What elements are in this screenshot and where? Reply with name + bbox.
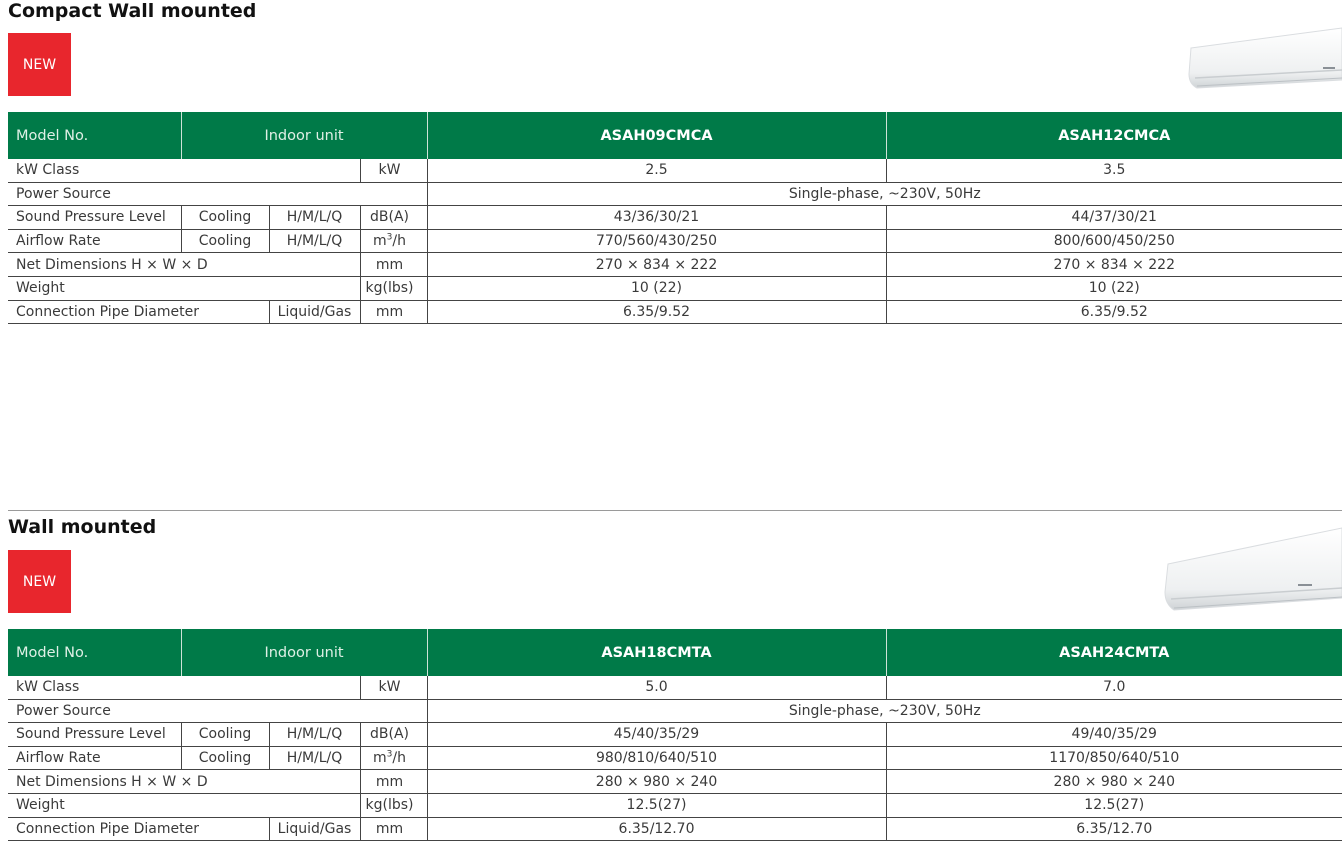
row-value: 280 × 980 × 240 — [886, 770, 1342, 794]
row-value: 3.5 — [886, 159, 1342, 182]
row-mode: Cooling — [181, 746, 269, 770]
table-header-row — [8, 629, 1342, 676]
row-value: 7.0 — [886, 676, 1342, 699]
row-unit: mm — [360, 770, 427, 794]
row-label: Net Dimensions H × W × D — [8, 253, 360, 277]
row-unit: mm — [360, 253, 427, 277]
table-row — [8, 746, 1342, 770]
row-label: Airflow Rate — [8, 746, 181, 770]
section-title: Compact Wall mounted — [8, 0, 257, 22]
row-value: 12.5(27) — [886, 793, 1342, 817]
row-value: 2.5 — [427, 159, 886, 182]
spec-table — [8, 629, 1342, 841]
table-row — [8, 253, 1342, 277]
model-no-label: Model No. — [8, 629, 181, 676]
row-value: 6.35/9.52 — [886, 300, 1342, 324]
row-value: 980/810/640/510 — [427, 746, 886, 770]
table-row — [8, 817, 1342, 841]
model-column-header: ASAH12CMCA — [886, 112, 1342, 159]
row-unit: dB(A) — [360, 723, 427, 747]
row-label: Net Dimensions H × W × D — [8, 770, 360, 794]
row-value: 770/560/430/250 — [427, 229, 886, 253]
table-row — [8, 699, 1342, 723]
model-column-header: ASAH18CMTA — [427, 629, 886, 676]
row-label: Connection Pipe Diameter — [8, 817, 269, 841]
unit-tail: /h — [392, 750, 406, 767]
row-label: Weight — [8, 793, 360, 817]
row-value: 5.0 — [427, 676, 886, 699]
table-row — [8, 300, 1342, 324]
row-mode: Cooling — [181, 723, 269, 747]
wall-ac-unit-icon — [1185, 14, 1342, 94]
row-unit: kW — [360, 676, 427, 699]
row-label: kW Class — [8, 159, 360, 182]
row-value: 43/36/30/21 — [427, 206, 886, 230]
unit-base: m — [373, 233, 387, 250]
row-value: 10 (22) — [427, 276, 886, 300]
row-label: Weight — [8, 276, 360, 300]
table-row — [8, 229, 1342, 253]
indoor-unit-label: Indoor unit — [181, 112, 427, 159]
row-value-merged: Single-phase, ~230V, 50Hz — [427, 699, 1342, 723]
row-pipe-type: Liquid/Gas — [269, 300, 360, 324]
row-label: Power Source — [8, 699, 427, 723]
unit-superscript: 3 — [386, 232, 393, 243]
table-row — [8, 723, 1342, 747]
indoor-unit-label: Indoor unit — [181, 629, 427, 676]
wall-ac-unit-icon — [1160, 524, 1342, 614]
row-speed: H/M/L/Q — [269, 723, 360, 747]
row-value: 12.5(27) — [427, 793, 886, 817]
row-label: Sound Pressure Level — [8, 723, 181, 747]
row-label: Sound Pressure Level — [8, 206, 181, 230]
unit-base: m — [373, 750, 387, 767]
row-mode: Cooling — [181, 206, 269, 230]
row-value: 6.35/12.70 — [427, 817, 886, 841]
row-speed: H/M/L/Q — [269, 206, 360, 230]
row-mode: Cooling — [181, 229, 269, 253]
row-value: 45/40/35/29 — [427, 723, 886, 747]
row-value-merged: Single-phase, ~230V, 50Hz — [427, 182, 1342, 206]
row-value: 280 × 980 × 240 — [427, 770, 886, 794]
section-title: Wall mounted — [8, 516, 157, 538]
new-badge: NEW — [8, 550, 71, 613]
table-header-row — [8, 112, 1342, 159]
unit-tail: /h — [392, 233, 406, 250]
row-unit — [360, 229, 427, 253]
row-label: kW Class — [8, 676, 360, 699]
row-pipe-type: Liquid/Gas — [269, 817, 360, 841]
row-value: 800/600/450/250 — [886, 229, 1342, 253]
model-column-header: ASAH09CMCA — [427, 112, 886, 159]
row-speed: H/M/L/Q — [269, 746, 360, 770]
row-unit: dB(A) — [360, 206, 427, 230]
row-value: 6.35/9.52 — [427, 300, 886, 324]
table-row — [8, 159, 1342, 182]
row-unit: kg(lbs) — [360, 793, 427, 817]
row-unit: mm — [360, 300, 427, 324]
row-value: 270 × 834 × 222 — [886, 253, 1342, 277]
row-value: 10 (22) — [886, 276, 1342, 300]
row-unit: kW — [360, 159, 427, 182]
row-unit: mm — [360, 817, 427, 841]
row-value: 6.35/12.70 — [886, 817, 1342, 841]
row-label: Airflow Rate — [8, 229, 181, 253]
row-label: Connection Pipe Diameter — [8, 300, 269, 324]
model-column-header: ASAH24CMTA — [886, 629, 1342, 676]
row-value: 270 × 834 × 222 — [427, 253, 886, 277]
row-value: 44/37/30/21 — [886, 206, 1342, 230]
table-row — [8, 770, 1342, 794]
row-value: 1170/850/640/510 — [886, 746, 1342, 770]
table-row — [8, 276, 1342, 300]
spec-table — [8, 112, 1342, 324]
row-value: 49/40/35/29 — [886, 723, 1342, 747]
section-divider — [8, 510, 1342, 511]
unit-superscript: 3 — [386, 749, 393, 760]
row-label: Power Source — [8, 182, 427, 206]
table-row — [8, 676, 1342, 699]
table-row — [8, 206, 1342, 230]
new-badge: NEW — [8, 33, 71, 96]
table-row — [8, 793, 1342, 817]
row-unit — [360, 746, 427, 770]
model-no-label: Model No. — [8, 112, 181, 159]
table-row — [8, 182, 1342, 206]
row-speed: H/M/L/Q — [269, 229, 360, 253]
row-unit: kg(lbs) — [360, 276, 427, 300]
